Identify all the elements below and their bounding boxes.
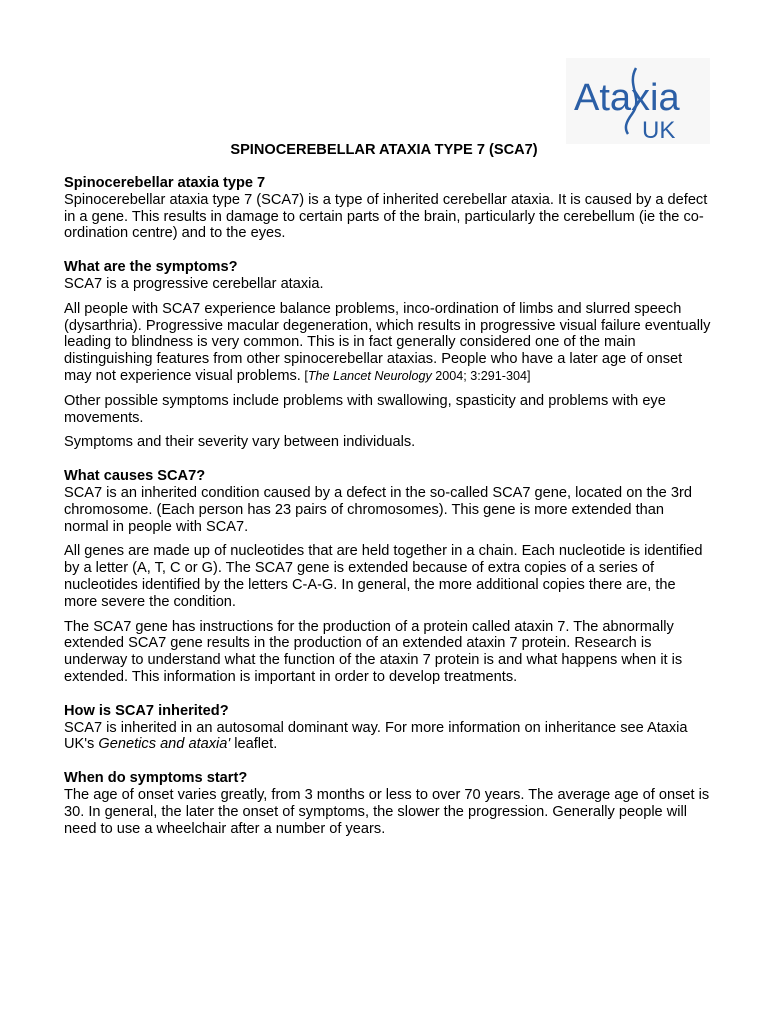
paragraph — [64, 720, 712, 754]
paragraph-text: SCA7 is inherited in an autosomal dominant way. For more information on inheritance see Ataxia UK's — [64, 719, 688, 753]
reference-open: [ — [300, 368, 308, 383]
paragraph: SCA7 is a progressive cerebellar ataxia. — [64, 275, 324, 292]
paragraph: All genes are made up of nucleotides that are held together in a chain. Each nucleotide is identified by a letter (A, T, C or G). The SCA7 gene is extended because of extra copies of a series of nucleotides identified by the letters C-A-G. In general, the more additional copies there are, the more severe the condition. — [64, 543, 703, 610]
paragraph: The age of onset varies greatly, from 3 months or less to over 70 years. The average age of onset is 30. In general, the later the onset of symptoms, the slower the progression. Generally people will need to use a wheelchair after a number of years. — [64, 786, 710, 837]
section-causes — [64, 468, 712, 686]
ataxia-uk-logo — [566, 58, 710, 144]
logo-text-main: Ataxia — [574, 77, 680, 119]
section-symptoms — [64, 259, 712, 451]
section-heading: Spinocerebellar ataxia type 7 — [64, 175, 266, 191]
section-heading: What causes SCA7? — [64, 468, 206, 485]
page-title: SPINOCEREBELLAR ATAXIA TYPE 7 (SCA7) — [230, 142, 538, 158]
paragraph: Symptoms and their severity vary between individuals. — [64, 434, 416, 451]
reference-journal: The Lancet Neurology — [307, 368, 432, 383]
paragraph: Spinocerebellar ataxia type 7 (SCA7) is a type of inherited cerebellar ataxia. It is caused by a defect in a gene. This results in damage to certain parts of the brain, particularly the cerebellum (ie the co-ordination centre) and to the eyes. — [64, 191, 708, 242]
paragraph — [64, 301, 712, 385]
paragraph: The SCA7 gene has instructions for the production of a protein called ataxin 7. The abnormally extended SCA7 gene results in the production of an extended ataxin 7 protein. Research is underway to understand what the function of the ataxin 7 protein is and what happens when it is extended. This information is important in order to develop treatments. — [64, 618, 683, 685]
leaflet-title: Genetics and ataxia' — [98, 736, 231, 753]
paragraph: SCA7 is an inherited condition caused by a defect in the so-called SCA7 gene, located on the 3rd chromosome. (Each person has 23 pairs of chromosomes). This gene is more extended than normal in people with SCA7. — [64, 484, 692, 535]
section-heading: What are the symptoms? — [64, 259, 238, 276]
reference-details: 2004; 3:291-304] — [431, 368, 531, 383]
section-inheritance — [64, 703, 712, 753]
document-body — [64, 175, 712, 854]
leaflet-suffix: leaflet. — [230, 736, 278, 753]
section-heading: How is SCA7 inherited? — [64, 702, 229, 719]
section-onset — [64, 770, 712, 837]
reference — [301, 369, 531, 383]
paragraph-text: All people with SCA7 experience balance problems, inco-ordination of limbs and slurred speech (dysarthria). Progressive macular degeneration, which results in progressive visual failure eventually leading to blindness is very common. This is in fact generally considered one of the main distinguishing features from other spinocerebellar ataxias. People who have a later age of onset may not experience visual problems. — [64, 300, 711, 384]
logo-text-sub: UK — [642, 117, 676, 144]
section-intro — [64, 175, 712, 242]
paragraph: Other possible symptoms include problems with swallowing, spasticity and problems with eye movements. — [64, 392, 666, 426]
section-heading: When do symptoms start? — [64, 770, 248, 787]
